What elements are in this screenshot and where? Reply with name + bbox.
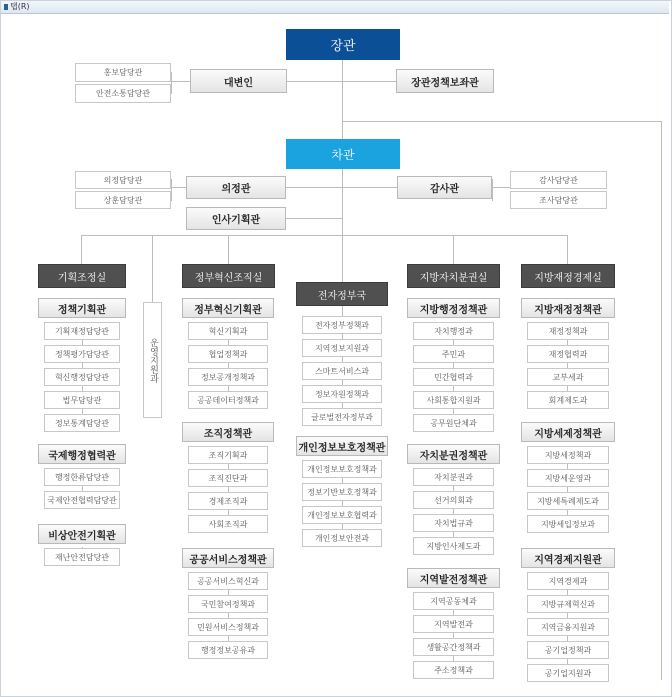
division-box[interactable]: 공공서비스혁신과	[188, 572, 268, 590]
inspector-unit[interactable]: 감사담당관	[510, 171, 607, 189]
division-box[interactable]: 기획재정담당관	[44, 322, 120, 340]
inspector-unit[interactable]: 조사담당관	[510, 191, 607, 209]
division-box[interactable]: 재정정책과	[527, 322, 609, 340]
division-box[interactable]: 스마트서비스과	[302, 362, 382, 380]
division-box[interactable]: 글로벌전자정부과	[302, 408, 382, 426]
bureau-box[interactable]: 정부혁신기획관	[182, 298, 274, 318]
division-box[interactable]: 국제안전협력담당관	[44, 491, 120, 509]
division-box[interactable]: 법무담당관	[44, 391, 120, 409]
division-box[interactable]: 공기업정책과	[527, 641, 609, 659]
bureau-box[interactable]: 조직정책관	[182, 422, 274, 442]
operations-support-box[interactable]: 운영지원과	[143, 302, 162, 418]
office-header-box[interactable]: 정부혁신조직실	[182, 264, 275, 288]
office-header-box[interactable]: 지방자치분권실	[407, 264, 500, 288]
division-box[interactable]: 정보통계담당관	[44, 414, 120, 432]
division-box[interactable]: 지방인사제도과	[413, 537, 494, 555]
bureau-box[interactable]: 지역경제지원관	[521, 548, 615, 568]
division-box[interactable]: 지역경제과	[527, 572, 609, 590]
tab-label[interactable]: 탭(R)	[10, 2, 30, 11]
division-box[interactable]: 재정협력과	[527, 345, 609, 363]
division-box[interactable]: 지방규제혁신과	[527, 595, 609, 613]
division-box[interactable]: 조직진단과	[188, 469, 268, 487]
minister-policy-aide-box[interactable]: 장관정책보좌관	[396, 69, 494, 93]
division-box[interactable]: 주소정책과	[413, 661, 494, 679]
division-box[interactable]: 회계제도과	[527, 391, 609, 409]
bureau-box[interactable]: 자치분권정책관	[407, 444, 500, 464]
division-box[interactable]: 자치행정과	[413, 322, 494, 340]
protocol-unit[interactable]: 의정담당관	[75, 171, 171, 189]
office-header-box[interactable]: 기획조정실	[38, 264, 126, 288]
bureau-box[interactable]: 개인정보보호정책관	[296, 436, 388, 456]
division-box[interactable]: 민간협력과	[413, 368, 494, 386]
division-box[interactable]: 행정한류담당관	[44, 468, 120, 486]
minister-box[interactable]: 장관	[286, 29, 400, 60]
division-box[interactable]: 민원서비스정책과	[188, 618, 268, 636]
spokesperson-box[interactable]: 대변인	[190, 69, 287, 93]
division-box[interactable]: 정보자원정책과	[302, 385, 382, 403]
division-box[interactable]: 주민과	[413, 345, 494, 363]
division-box[interactable]: 정책평가담당관	[44, 345, 120, 363]
bureau-box[interactable]: 국제행정협력관	[38, 444, 126, 464]
spokesperson-unit[interactable]: 안전소통담당관	[75, 84, 171, 103]
bureau-box[interactable]: 비상안전기획관	[38, 524, 126, 544]
division-box[interactable]: 공무원단체과	[413, 414, 494, 432]
division-box[interactable]: 공기업지원과	[527, 664, 609, 682]
division-box[interactable]: 지역정보지원과	[302, 339, 382, 357]
protocol-unit[interactable]: 상훈담당관	[75, 191, 171, 209]
hr-planning-box[interactable]: 인사기획관	[186, 207, 286, 230]
division-box[interactable]: 개인정보안전과	[302, 529, 382, 547]
division-box[interactable]: 지역공동체과	[413, 592, 494, 610]
bureau-box[interactable]: 정책기획관	[38, 298, 126, 318]
protocol-box[interactable]: 의정관	[186, 176, 286, 199]
division-box[interactable]: 정보공개정책과	[188, 368, 268, 386]
division-box[interactable]: 정보기반보호정책과	[302, 483, 382, 501]
division-box[interactable]: 국민참여정책과	[188, 595, 268, 613]
division-box[interactable]: 지역발전과	[413, 615, 494, 633]
bureau-box[interactable]: 지방행정정책관	[407, 298, 500, 318]
division-box[interactable]: 지방세입정보과	[527, 515, 609, 533]
division-box[interactable]: 지방세정책과	[527, 446, 609, 464]
division-box[interactable]: 개인정보보호협력과	[302, 506, 382, 524]
division-box[interactable]: 경제조직과	[188, 492, 268, 510]
bureau-box[interactable]: 지방재정정책관	[521, 298, 615, 318]
bureau-box[interactable]: 공공서비스정책관	[182, 548, 274, 568]
division-box[interactable]: 협업정책과	[188, 345, 268, 363]
division-box[interactable]: 혁신기획과	[188, 322, 268, 340]
spokesperson-unit[interactable]: 홍보담당관	[75, 63, 171, 82]
division-box[interactable]: 사회조직과	[188, 515, 268, 533]
division-box[interactable]: 공공데이터정책과	[188, 391, 268, 409]
office-header-box[interactable]: 지방재정경제실	[521, 264, 615, 288]
division-box[interactable]: 지역금융지원과	[527, 618, 609, 636]
division-box[interactable]: 개인정보보호정책과	[302, 460, 382, 478]
division-box[interactable]: 교부세과	[527, 368, 609, 386]
division-box[interactable]: 조직기획과	[188, 446, 268, 464]
division-box[interactable]: 전자정부정책과	[302, 316, 382, 334]
division-box[interactable]: 선거의회과	[413, 491, 494, 509]
division-box[interactable]: 행정정보공유과	[188, 641, 268, 659]
division-box[interactable]: 재난안전담당관	[44, 548, 120, 566]
division-box[interactable]: 지방세운영과	[527, 469, 609, 487]
inspector-box[interactable]: 감사관	[397, 176, 492, 199]
office-header-box[interactable]: 전자정부국	[296, 282, 388, 306]
division-box[interactable]: 사회통합지원과	[413, 391, 494, 409]
division-box[interactable]: 혁신행정담당관	[44, 368, 120, 386]
division-box[interactable]: 자치법규과	[413, 514, 494, 532]
division-box[interactable]: 자치분권과	[413, 468, 494, 486]
bureau-box[interactable]: 지역발전정책관	[407, 568, 500, 588]
division-box[interactable]: 지방세특례제도과	[527, 492, 609, 510]
division-box[interactable]: 생활공간정책과	[413, 638, 494, 656]
vice-minister-box[interactable]: 차관	[286, 139, 400, 169]
bureau-box[interactable]: 지방세제정책관	[521, 422, 615, 442]
